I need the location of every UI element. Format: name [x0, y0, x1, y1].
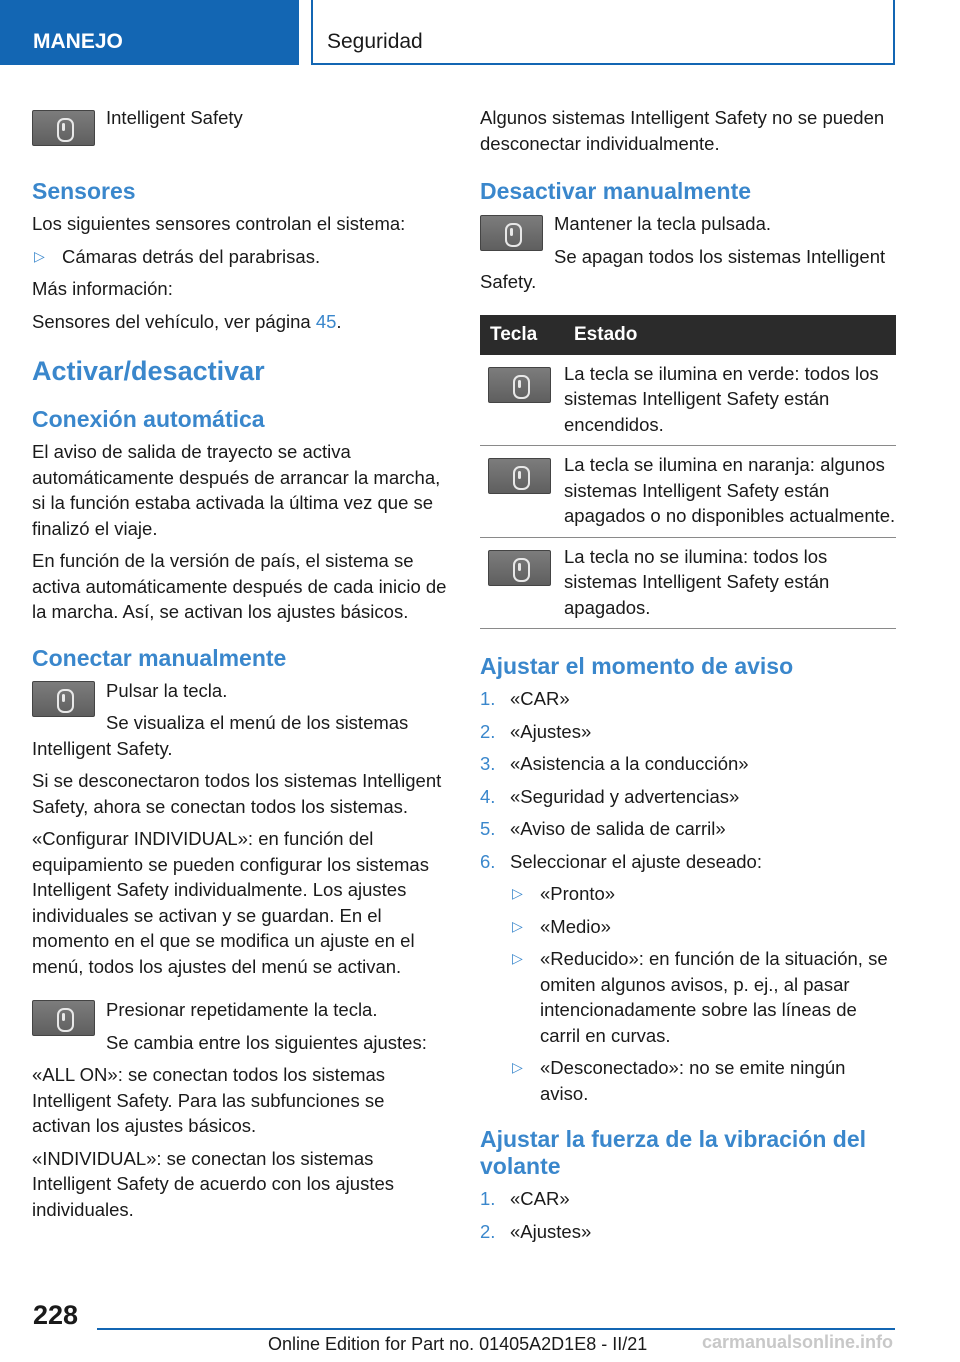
watermark: carmanualsonline.info	[702, 1332, 894, 1352]
list-item: 3. «Asistencia a la conducción»	[480, 753, 749, 774]
heading-vibracion: Ajustar la fuerza de la vibración del volante	[480, 1126, 867, 1179]
list-item: 2. «Ajustes»	[480, 1220, 592, 1242]
footer-edition: Online Edition for Part no. 01405A2D1E8 - II/21	[268, 1334, 648, 1354]
key-title: Intelligent Safety	[106, 107, 243, 128]
list-item: ▷ «Reducido»: en función de la situación, se omiten algunos avisos, p. ej., al pasar intencionadamente sobre las líneas de carril en curvas.	[512, 948, 888, 1046]
section-label: MANEJO	[33, 30, 123, 53]
presionar-key1: Presionar repetidamente la tecla.	[106, 999, 378, 1020]
triangle-right-icon: ▷	[34, 247, 45, 264]
table-row	[480, 537, 896, 629]
list-item: 2. «Ajustes»	[480, 720, 592, 742]
mas-info: Más información:	[32, 278, 173, 299]
intelligent-safety-key-icon	[32, 1000, 95, 1036]
list-item: ▷ «Medio»	[510, 914, 896, 940]
sensores-intro: Los siguientes sensores controlan el sistema:	[32, 213, 406, 234]
conectar-p1: Si se desconectaron todos los sistemas Intelligent Safety, ahora se conectan todos los sistemas.	[32, 770, 442, 817]
section-tab	[0, 0, 299, 65]
table-row	[480, 355, 896, 446]
heading-desactivar: Desactivar manualmente	[480, 178, 752, 204]
key-off-icon	[488, 550, 551, 586]
desactivar-key2: Se apagan todos los sistemas Intelligent Safety.	[480, 245, 886, 292]
heading-activar: Activar/desactivar	[32, 356, 265, 386]
aviso-options	[510, 881, 896, 1106]
individual-text: «INDIVIDUAL»: se conectan los sistemas Intelligent Safety de acuerdo con los ajustes individuales.	[32, 1147, 395, 1220]
intelligent-safety-key-icon	[32, 681, 95, 717]
triangle-right-icon: ▷	[512, 917, 523, 934]
ver-pagina: Sensores del vehículo, ver página 45.	[32, 310, 342, 332]
right-column	[480, 100, 896, 1251]
allon-text: «ALL ON»: se conectan todos los sistemas Intelligent Safety. Para las subfunciones se activan los ajustes básicos.	[32, 1064, 386, 1136]
key-green-icon	[488, 367, 551, 403]
table-row	[480, 446, 896, 538]
conectar-p2: «Configurar INDIVIDUAL»: en función del equipamiento se pueden configurar los sistemas Intelligent Safety individualmente. Los ajustes individuales se activan y se guardan. En el momento en el que se modifica un ajuste en el menú, todos los ajustes del menú se activan.	[32, 828, 429, 977]
table-cell: La tecla se ilumina en verde: todos los sistemas Intelligent Safety están encendidos.	[564, 355, 896, 446]
key-conectar	[32, 678, 448, 762]
intelligent-safety-key-icon	[32, 110, 95, 146]
table-header-estado: Estado	[564, 315, 896, 355]
key-intro	[32, 100, 448, 152]
triangle-right-icon: ▷	[512, 950, 523, 966]
sensores-list	[32, 244, 448, 270]
vibracion-steps	[480, 1186, 896, 1244]
table-header-tecla: Tecla	[480, 315, 564, 355]
list-item: 4. «Seguridad y advertencias»	[480, 785, 740, 807]
heading-sensores: Sensores	[32, 178, 136, 204]
right-intro: Algunos sistemas Intelligent Safety no se pueden desconectar individualmente.	[480, 107, 885, 154]
conexion-p1: El aviso de salida de trayecto se activa automáticamente después de arrancar la marcha, si la función estaba activada la última vez que se finalizó el viaje.	[32, 441, 441, 539]
page-number: 228	[33, 1300, 79, 1330]
conectar-key1: Pulsar la tecla.	[106, 679, 228, 701]
list-item: 5. «Aviso de salida de carril»	[480, 818, 726, 839]
chapter-tab	[311, 0, 895, 65]
key-presionar	[32, 997, 448, 1055]
key-desactivar	[480, 211, 896, 295]
table-cell: La tecla se ilumina en naranja: algunos sistemas Intelligent Safety están apagados o no disponibles actualmente.	[564, 446, 896, 538]
list-item: 1. «CAR»	[480, 688, 570, 709]
status-table	[480, 315, 896, 630]
intelligent-safety-key-icon	[480, 215, 543, 251]
aviso-steps	[480, 686, 896, 1106]
table-cell: La tecla no se ilumina: todos los sistemas Intelligent Safety están apagados.	[564, 537, 896, 629]
conectar-key2: Se visualiza el menú de los sistemas Intelligent Safety.	[32, 712, 409, 759]
footer-rule	[97, 1328, 895, 1330]
chapter-label: Seguridad	[327, 30, 423, 53]
page-link[interactable]: 45	[315, 310, 337, 332]
list-item: ▷ «Pronto»	[510, 881, 896, 907]
list-item: ▷ Cámaras detrás del parabrisas.	[32, 244, 448, 270]
table-header-row	[480, 315, 896, 355]
list-item: ▷ «Desconectado»: no se emite ningún aviso.	[512, 1057, 846, 1104]
left-column	[32, 100, 448, 1229]
heading-conexion: Conexión automática	[32, 406, 265, 432]
heading-conectar: Conectar manualmente	[32, 644, 287, 671]
heading-ajustar-aviso: Ajustar el momento de aviso	[480, 653, 794, 679]
list-item: 1. «CAR»	[480, 1188, 570, 1209]
list-item: 6. Seleccionar el ajuste deseado: ▷ «Pronto» ▷ «Medio» ▷ «Reducido»: en función de la situación, se omiten algunos avisos, p. ej., al pasar intencionadamente sobre las líneas de carril en curvas. ▷ «Desconectado»: no se emite ningún aviso.	[480, 849, 896, 1107]
conexion-p2: En función de la versión de país, el sistema se activa automáticamente después de cada inicio de la marcha. Así, se activan los ajustes básicos.	[32, 550, 447, 622]
key-orange-icon	[488, 458, 551, 494]
triangle-right-icon: ▷	[512, 1059, 523, 1075]
desactivar-key1: Mantener la tecla pulsada.	[554, 213, 771, 234]
presionar-key2: Se cambia entre los siguientes ajustes:	[106, 1031, 427, 1053]
triangle-right-icon: ▷	[512, 885, 523, 901]
